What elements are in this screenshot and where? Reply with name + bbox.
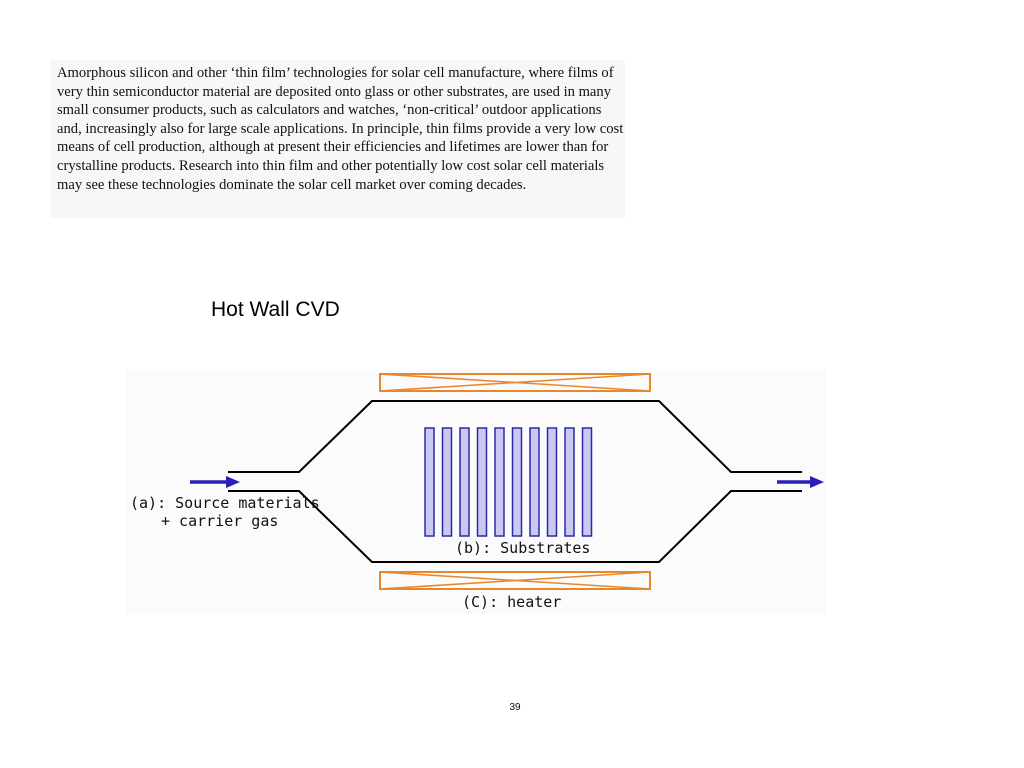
substrate-plate: [460, 428, 469, 536]
heater-label: (C): heater: [462, 593, 562, 611]
substrate-plate: [548, 428, 557, 536]
carrier-gas-label: + carrier gas: [161, 512, 279, 530]
source-materials-label: (a): Source materials: [130, 494, 320, 512]
diagram-title: Hot Wall CVD: [211, 298, 340, 321]
substrate-plate: [425, 428, 434, 536]
substrate-plate: [530, 428, 539, 536]
substrates-label: (b): Substrates: [455, 539, 591, 557]
substrate-plate: [583, 428, 592, 536]
substrate-plate: [513, 428, 522, 536]
body-paragraph: Amorphous silicon and other ‘thin film’ technologies for solar cell manufacture, where films of very thin semiconductor material are deposited onto glass or other substrates, are used in many small consumer products, such as calculators and watches, ‘non-critical’ outdoor applications and, increasingly also for large scale applications. In principle, thin films provide a very low cost means of cell production, although at present their efficiencies and lifetimes are lower than for crystalline products. Research into thin film and other potentially low cost solar cell materials may see these technologies dominate the solar cell market over coming decades.: [57, 65, 624, 193]
substrate-plate: [478, 428, 487, 536]
substrate-plate: [495, 428, 504, 536]
substrate-plate: [443, 428, 452, 536]
page-number: 39: [509, 702, 521, 713]
substrate-plate: [565, 428, 574, 536]
